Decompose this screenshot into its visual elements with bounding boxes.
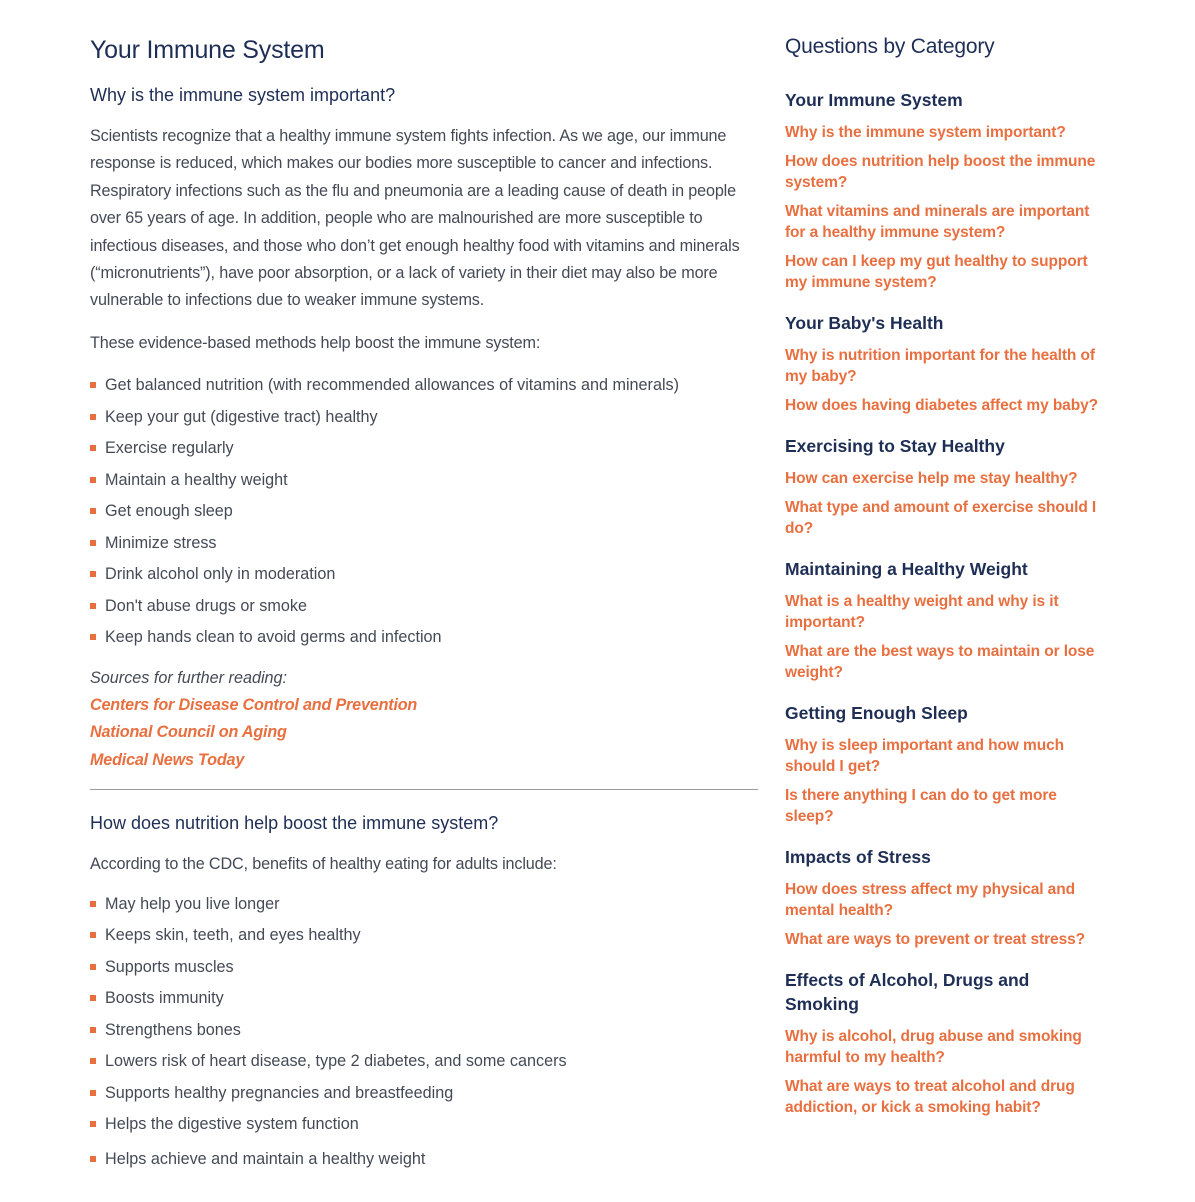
source-link-ncoa[interactable]: National Council on Aging bbox=[90, 723, 287, 742]
question-link[interactable]: What are ways to treat alcohol and drug addiction, or kick a smoking habit? bbox=[785, 1078, 1075, 1116]
list-item: May help you live longer bbox=[90, 892, 758, 924]
question-link[interactable]: How can I keep my gut healthy to support my immune system? bbox=[785, 253, 1088, 291]
question-link[interactable]: How does stress affect my physical and mental health? bbox=[785, 881, 1075, 919]
list-item: Don't abuse drugs or smoke bbox=[90, 594, 758, 626]
question-link[interactable]: What are ways to prevent or treat stress? bbox=[785, 931, 1085, 948]
list-item: Drink alcohol only in moderation bbox=[90, 562, 758, 594]
question-link[interactable]: How does nutrition help boost the immune system? bbox=[785, 153, 1096, 191]
question-link[interactable]: What vitamins and minerals are important for a healthy immune system? bbox=[785, 203, 1090, 241]
list-item: Supports healthy pregnancies and breastfeeding bbox=[90, 1081, 758, 1113]
category-heading: Effects of Alcohol, Drugs and Smoking bbox=[785, 970, 1030, 1014]
question-link[interactable]: Why is nutrition important for the health of my baby? bbox=[785, 347, 1095, 385]
category-heading: Getting Enough Sleep bbox=[785, 703, 968, 723]
question-link[interactable]: Is there anything I can do to get more sleep? bbox=[785, 787, 1057, 825]
section-paragraph: Scientists recognize that a healthy immune system fights infection. As we age, our immune response is reduced, which makes our bodies more susceptible to cancer and infections. Respiratory infections such as the flu and pneumonia are a leading cause of death in people over 65 years of age. In addition, people who are malnourished are more susceptible to infectious diseases, and those who don’t get enough healthy food with vitamins and minerals (“micronutrients”), have poor absorption, or a lack of variety in their diet may also be more vulnerable to infections due to weaker immune systems. bbox=[90, 127, 740, 310]
sources-label: Sources for further reading: bbox=[90, 668, 288, 687]
bullet-intro: These evidence-based methods help boost the immune system: bbox=[90, 333, 541, 352]
category-heading: Your Immune System bbox=[785, 90, 963, 110]
question-link[interactable]: What type and amount of exercise should I do? bbox=[785, 499, 1097, 537]
list-item: Helps the digestive system function bbox=[90, 1112, 758, 1144]
bullet-intro: According to the CDC, benefits of healthy eating for adults include: bbox=[90, 855, 557, 874]
list-item: Keep your gut (digestive tract) healthy bbox=[90, 405, 758, 437]
list-item: Maintain a healthy weight bbox=[90, 468, 758, 500]
question-link[interactable]: Why is the immune system important? bbox=[785, 124, 1066, 141]
source-link-medical-news-today[interactable]: Medical News Today bbox=[90, 750, 245, 769]
list-item: Keeps skin, teeth, and eyes healthy bbox=[90, 923, 758, 955]
list-item: Boosts immunity bbox=[90, 986, 758, 1018]
list-item: Strengthens bones bbox=[90, 1018, 758, 1050]
list-item: Helps achieve and maintain a healthy weight bbox=[90, 1147, 758, 1179]
question-link[interactable]: How can exercise help me stay healthy? bbox=[785, 470, 1078, 487]
section-heading: How does nutrition help boost the immune system? bbox=[90, 813, 499, 834]
list-item: Get balanced nutrition (with recommended allowances of vitamins and minerals) bbox=[90, 373, 758, 405]
list-item: Minimize stress bbox=[90, 531, 758, 563]
list-item: Supports muscles bbox=[90, 955, 758, 987]
sidebar-title: Questions by Category bbox=[785, 35, 995, 58]
source-link-cdc[interactable]: Centers for Disease Control and Prevention bbox=[90, 695, 418, 714]
list-item: Get enough sleep bbox=[90, 499, 758, 531]
list-item: Exercise regularly bbox=[90, 436, 758, 468]
list-item: Lowers risk of heart disease, type 2 diabetes, and some cancers bbox=[90, 1049, 758, 1081]
question-link[interactable]: What is a healthy weight and why is it important? bbox=[785, 593, 1059, 631]
section-heading: Why is the immune system important? bbox=[90, 85, 396, 105]
category-heading: Exercising to Stay Healthy bbox=[785, 436, 1005, 456]
benefits-list bbox=[90, 892, 758, 1179]
list-item: Keep hands clean to avoid germs and infection bbox=[90, 625, 758, 657]
page-title: Your Immune System bbox=[90, 36, 325, 64]
main-content bbox=[90, 30, 758, 1178]
category-heading: Your Baby's Health bbox=[785, 313, 944, 333]
section-divider bbox=[90, 789, 758, 790]
question-link[interactable]: What are the best ways to maintain or lose weight? bbox=[785, 643, 1095, 681]
category-heading: Maintaining a Healthy Weight bbox=[785, 559, 1028, 579]
category-heading: Impacts of Stress bbox=[785, 847, 931, 867]
methods-list bbox=[90, 373, 758, 657]
question-link[interactable]: How does having diabetes affect my baby? bbox=[785, 397, 1098, 414]
question-link[interactable]: Why is sleep important and how much should I get? bbox=[785, 737, 1064, 775]
sidebar bbox=[785, 30, 1105, 1126]
question-link[interactable]: Why is alcohol, drug abuse and smoking harmful to my health? bbox=[785, 1028, 1082, 1066]
